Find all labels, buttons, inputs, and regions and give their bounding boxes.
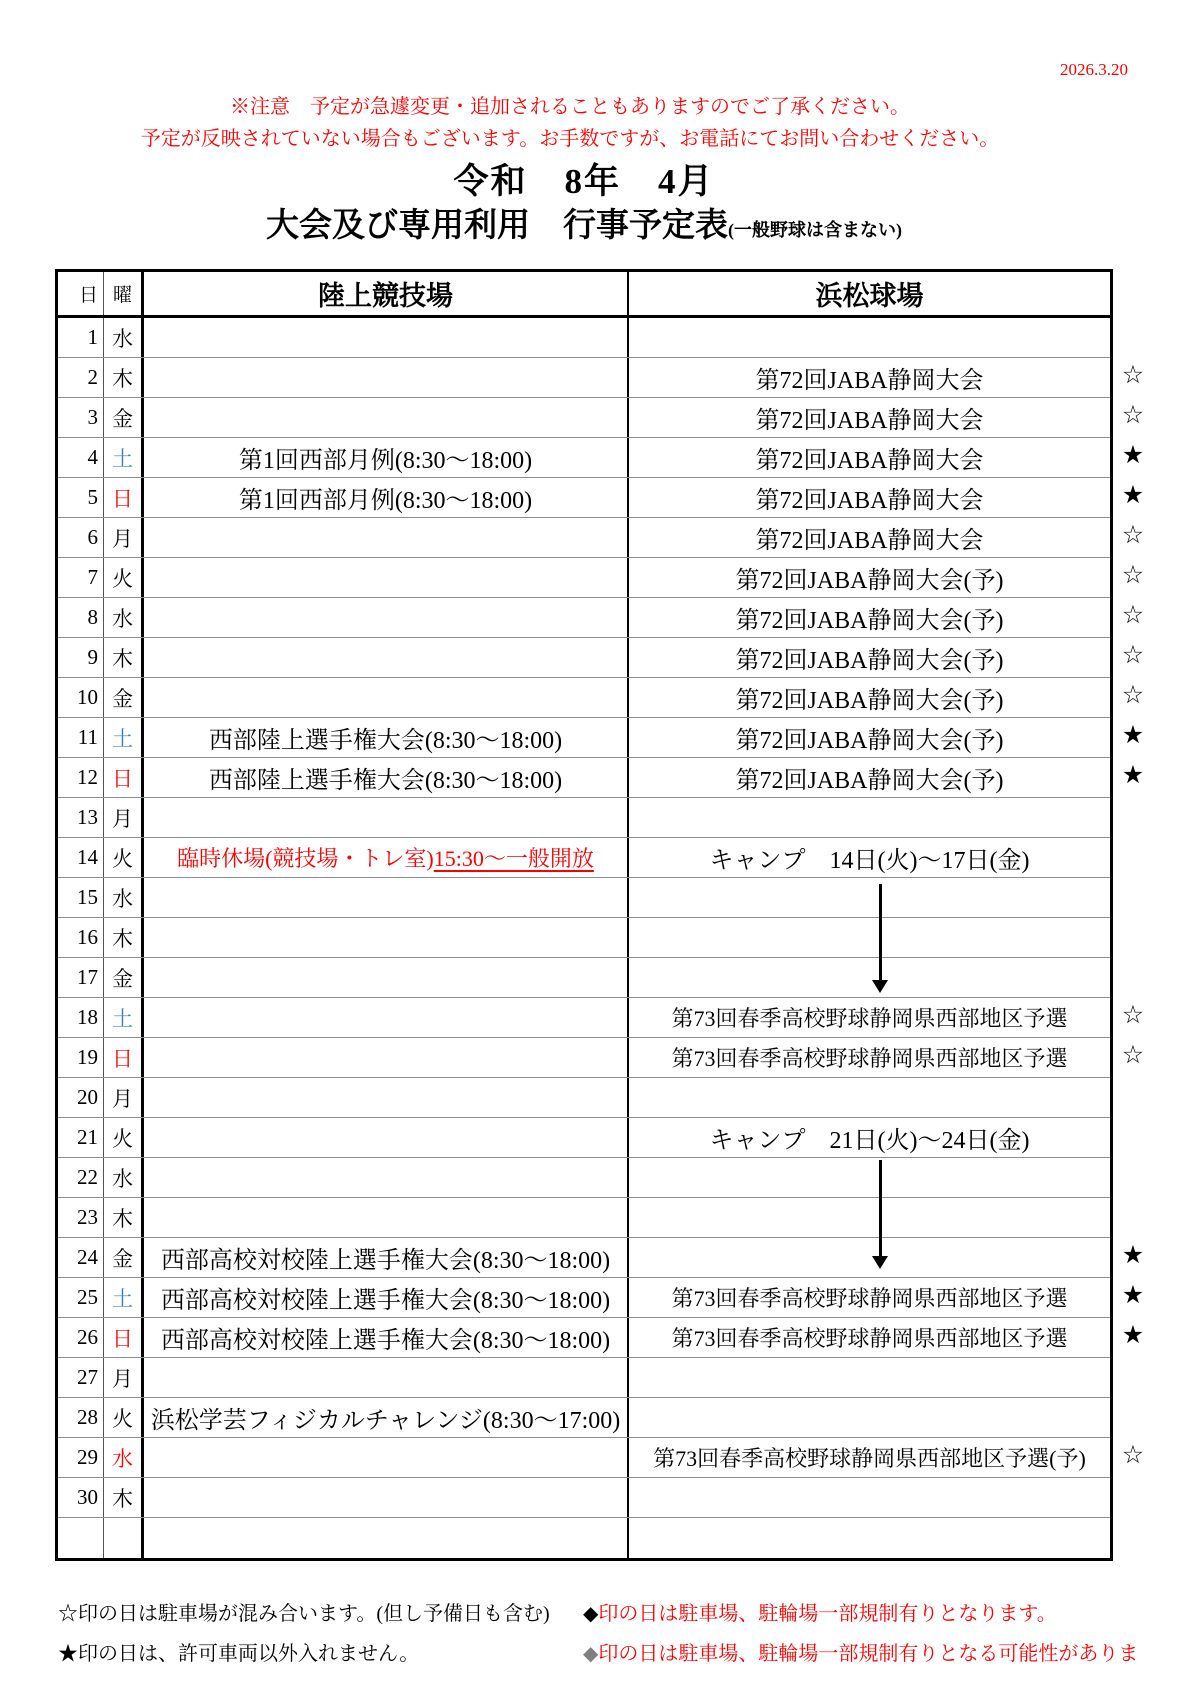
weekday-cell: 土 <box>104 1278 144 1317</box>
table-row <box>58 1078 1110 1118</box>
ballpark-event-cell: 第72回JABA静岡大会(予) <box>735 768 1004 794</box>
day-cell: 5 <box>58 478 104 517</box>
star-marker: ☆ <box>1121 400 1145 429</box>
ballpark-event-cell <box>629 1158 1110 1197</box>
ballpark-event-cell <box>629 1398 1110 1437</box>
table-row <box>58 838 1110 878</box>
day-cell: 18 <box>58 998 104 1037</box>
table-row <box>58 1278 1110 1318</box>
table-row <box>58 1358 1110 1398</box>
day-cell: 3 <box>58 398 104 437</box>
day-cell: 20 <box>58 1078 104 1117</box>
table-row <box>58 1318 1110 1358</box>
track-event-cell <box>144 598 629 637</box>
ballpark-event-cell <box>629 918 1110 957</box>
day-cell: 1 <box>58 318 104 357</box>
legend-diamond-text-2: 印の日は駐車場、駐輪場一部規制有りとなる可能性がありま <box>598 1643 1139 1665</box>
weekday-cell: 金 <box>104 1238 144 1277</box>
star-marker: ★ <box>1121 480 1145 509</box>
ballpark-event-cell: 第72回JABA静岡大会 <box>755 368 984 394</box>
ballpark-event-cell: 第73回春季高校野球静岡県西部地区予選 <box>671 1286 1068 1311</box>
subtitle-note: (一般野球は含まない) <box>728 220 902 240</box>
track-event-cell <box>144 358 629 397</box>
star-marker: ★ <box>1121 440 1145 469</box>
star-marker: ★ <box>1121 720 1145 749</box>
weekday-cell: 木 <box>104 1478 144 1517</box>
weekday-cell: 水 <box>104 1158 144 1197</box>
ballpark-event-cell <box>629 1198 1110 1237</box>
ballpark-event-cell <box>629 1358 1110 1397</box>
weekday-cell: 木 <box>104 358 144 397</box>
track-event-cell <box>144 398 629 437</box>
ballpark-event-cell: 第72回JABA静岡大会 <box>755 408 984 434</box>
star-marker: ★ <box>1121 1240 1145 1269</box>
ballpark-event-cell: 第72回JABA静岡大会(予) <box>735 648 1004 674</box>
header-ballpark: 浜松球場 <box>815 281 924 311</box>
legend-diamond-text-1: 印の日は駐車場、駐輪場一部規制有りとなります。 <box>598 1603 1057 1625</box>
track-event-cell <box>144 1198 629 1237</box>
black-diamond-icon: ◆ <box>583 1603 599 1625</box>
ballpark-event-cell: 第73回春季高校野球静岡県西部地区予選 <box>671 1046 1068 1071</box>
camp-duration-arrow-icon <box>872 884 888 993</box>
day-cell: 2 <box>58 358 104 397</box>
track-event-cell <box>144 1078 629 1117</box>
header-track-stadium: 陸上競技場 <box>144 272 629 315</box>
day-cell: 9 <box>58 638 104 677</box>
day-cell: 17 <box>58 958 104 997</box>
weekday-cell: 木 <box>104 638 144 677</box>
legend-diamond-note-2 <box>583 1637 1138 1666</box>
gray-diamond-icon: ◆ <box>583 1643 599 1665</box>
ballpark-event-cell: キャンプ 21日(火)～24日(金) <box>709 1128 1030 1154</box>
day-cell: 11 <box>58 718 104 757</box>
table-row <box>58 1198 1110 1238</box>
day-cell: 26 <box>58 1318 104 1357</box>
ballpark-event-cell <box>629 318 1110 357</box>
table-row <box>58 1518 1110 1558</box>
table-row <box>58 998 1110 1038</box>
track-event-cell <box>144 1358 629 1397</box>
ballpark-event-cell: 第72回JABA静岡大会 <box>755 488 984 514</box>
day-cell: 14 <box>58 838 104 877</box>
star-marker: ☆ <box>1121 1000 1145 1029</box>
star-marker: ★ <box>1121 760 1145 789</box>
ballpark-event-cell: 第72回JABA静岡大会(予) <box>735 568 1004 594</box>
day-cell: 24 <box>58 1238 104 1277</box>
star-marker: ★ <box>1121 1280 1145 1309</box>
ballpark-event-cell: 第73回春季高校野球静岡県西部地区予選(予) <box>653 1446 1086 1471</box>
weekday-cell: 水 <box>104 1438 144 1477</box>
page-subtitle <box>0 199 1168 246</box>
weekday-cell: 金 <box>104 678 144 717</box>
track-event-cell: 西部陸上選手権大会(8:30～18:00) <box>144 758 629 797</box>
star-marker: ☆ <box>1121 360 1145 389</box>
star-marker: ☆ <box>1121 520 1145 549</box>
table-row <box>58 318 1110 358</box>
track-event-cell <box>144 798 629 837</box>
track-event-cell <box>144 1518 629 1558</box>
day-cell: 21 <box>58 1118 104 1157</box>
table-row <box>58 398 1110 438</box>
day-cell: 22 <box>58 1158 104 1197</box>
weekday-cell: 火 <box>104 838 144 877</box>
ballpark-event-cell: 第72回JABA静岡大会 <box>755 448 984 474</box>
star-marker: ★ <box>1121 1320 1145 1349</box>
weekday-cell: 日 <box>104 1318 144 1357</box>
track-event-cell <box>144 1438 629 1477</box>
weekday-cell <box>104 1518 144 1558</box>
page-title: 令和 8年 4月 <box>453 162 715 201</box>
ballpark-event-cell <box>629 1478 1110 1517</box>
table-row <box>58 718 1110 758</box>
ballpark-event-cell: 第72回JABA静岡大会 <box>755 528 984 554</box>
star-marker: ☆ <box>1121 640 1145 669</box>
legend-open-star-note: ☆印の日は駐車場が混み合います。(但し予備日も含む) <box>58 1603 550 1625</box>
ballpark-event-cell <box>629 878 1110 917</box>
weekday-cell: 日 <box>104 478 144 517</box>
weekday-cell: 月 <box>104 1078 144 1117</box>
day-cell: 27 <box>58 1358 104 1397</box>
track-event-cell <box>144 318 629 357</box>
day-cell: 10 <box>58 678 104 717</box>
camp-duration-arrow-icon <box>872 1160 888 1269</box>
ballpark-event-cell: 第72回JABA静岡大会(予) <box>735 688 1004 714</box>
ballpark-event-cell <box>629 798 1110 837</box>
day-cell: 23 <box>58 1198 104 1237</box>
track-event-cell: 西部高校対校陸上選手権大会(8:30～18:00) <box>144 1238 629 1277</box>
weekday-cell: 木 <box>104 1198 144 1237</box>
table-row <box>58 758 1110 798</box>
schedule-table <box>55 269 1113 1561</box>
weekday-cell: 水 <box>104 598 144 637</box>
day-cell: 15 <box>58 878 104 917</box>
track-event-cell <box>144 1158 629 1197</box>
day-cell: 25 <box>58 1278 104 1317</box>
weekday-cell: 火 <box>104 1398 144 1437</box>
day-cell: 7 <box>58 558 104 597</box>
table-row <box>58 878 1110 918</box>
track-event-cell <box>144 1038 629 1077</box>
issue-date: 2026.3.20 <box>1060 60 1128 79</box>
star-marker: ☆ <box>1121 560 1145 589</box>
track-event-cell: 第1回西部月例(8:30～18:00) <box>144 438 629 477</box>
day-cell: 8 <box>58 598 104 637</box>
ballpark-event-cell: キャンプ 14日(火)～17日(金) <box>709 848 1030 874</box>
day-cell: 19 <box>58 1038 104 1077</box>
weekday-cell: 土 <box>104 998 144 1037</box>
weekday-cell: 金 <box>104 398 144 437</box>
track-event-cell <box>144 1478 629 1517</box>
table-row <box>58 358 1110 398</box>
day-cell: 12 <box>58 758 104 797</box>
header-day: 日 <box>58 272 104 315</box>
closure-text: 臨時休場(競技場・トレ室) <box>177 846 434 871</box>
table-row <box>58 558 1110 598</box>
weekday-cell: 月 <box>104 798 144 837</box>
table-row <box>58 1238 1110 1278</box>
track-event-cell <box>144 518 629 557</box>
table-row <box>58 518 1110 558</box>
star-marker: ☆ <box>1121 1040 1145 1069</box>
weekday-cell: 水 <box>104 318 144 357</box>
star-marker: ☆ <box>1121 600 1145 629</box>
weekday-cell: 日 <box>104 1038 144 1077</box>
day-cell: 29 <box>58 1438 104 1477</box>
closure-open-time: 15:30～一般開放 <box>433 846 594 871</box>
track-event-cell <box>144 878 629 917</box>
table-row <box>58 638 1110 678</box>
track-event-cell <box>144 678 629 717</box>
ballpark-event-cell: 第73回春季高校野球静岡県西部地区予選 <box>671 1326 1068 1351</box>
star-marker: ☆ <box>1121 1440 1145 1469</box>
weekday-cell: 火 <box>104 558 144 597</box>
star-marker: ☆ <box>1121 680 1145 709</box>
day-cell <box>58 1518 104 1558</box>
notice-line-1: ※注意 予定が急遽変更・追加されることもありますのでご了承ください。 <box>230 96 910 118</box>
track-event-cell <box>144 1118 629 1157</box>
table-row <box>58 598 1110 638</box>
day-cell: 6 <box>58 518 104 557</box>
ballpark-event-cell <box>629 1518 1110 1558</box>
table-row <box>58 958 1110 998</box>
weekday-cell: 月 <box>104 518 144 557</box>
weekday-cell: 金 <box>104 958 144 997</box>
day-cell: 30 <box>58 1478 104 1517</box>
track-closure-cell <box>144 838 629 877</box>
track-event-cell <box>144 958 629 997</box>
track-event-cell <box>144 918 629 957</box>
table-row <box>58 438 1110 478</box>
track-event-cell: 西部高校対校陸上選手権大会(8:30～18:00) <box>144 1278 629 1317</box>
track-event-cell: 西部陸上選手権大会(8:30～18:00) <box>144 718 629 757</box>
table-row <box>58 1438 1110 1478</box>
weekday-cell: 火 <box>104 1118 144 1157</box>
header-weekday: 曜 <box>104 272 144 315</box>
track-event-cell <box>144 638 629 677</box>
table-row <box>58 798 1110 838</box>
track-event-cell: 第1回西部月例(8:30～18:00) <box>144 478 629 517</box>
table-row <box>58 1158 1110 1198</box>
track-event-cell <box>144 998 629 1037</box>
ballpark-event-cell: 第72回JABA静岡大会(予) <box>735 608 1004 634</box>
weekday-cell: 月 <box>104 1358 144 1397</box>
weekday-cell: 日 <box>104 758 144 797</box>
table-header-row <box>58 272 1110 318</box>
weekday-cell: 水 <box>104 878 144 917</box>
notice-line-2: 予定が反映されていない場合もございます。お手数ですが、お電話にてお問い合わせください。 <box>140 128 1000 150</box>
track-event-cell: 浜松学芸フィジカルチャレンジ(8:30～17:00) <box>144 1398 629 1437</box>
legend-filled-star-note: ★印の日は、許可車両以外入れません。 <box>58 1643 420 1665</box>
day-cell: 28 <box>58 1398 104 1437</box>
track-event-cell: 西部高校対校陸上選手権大会(8:30～18:00) <box>144 1318 629 1357</box>
day-cell: 4 <box>58 438 104 477</box>
day-cell: 13 <box>58 798 104 837</box>
table-row <box>58 1398 1110 1438</box>
ballpark-event-cell <box>629 958 1110 997</box>
weekday-cell: 木 <box>104 918 144 957</box>
ballpark-event-cell: 第72回JABA静岡大会(予) <box>735 728 1004 754</box>
ballpark-event-cell <box>629 1078 1110 1117</box>
ballpark-event-cell <box>629 1238 1110 1277</box>
legend-diamond-note-1 <box>583 1597 1057 1626</box>
table-row <box>58 1478 1110 1518</box>
table-row <box>58 1118 1110 1158</box>
weekday-cell: 土 <box>104 438 144 477</box>
table-row <box>58 918 1110 958</box>
weekday-cell: 土 <box>104 718 144 757</box>
subtitle-main: 大会及び専用利用 行事予定表 <box>266 208 728 244</box>
day-cell: 16 <box>58 918 104 957</box>
table-row <box>58 1038 1110 1078</box>
ballpark-event-cell: 第73回春季高校野球静岡県西部地区予選 <box>671 1006 1068 1031</box>
table-row <box>58 478 1110 518</box>
track-event-cell <box>144 558 629 597</box>
table-row <box>58 678 1110 718</box>
